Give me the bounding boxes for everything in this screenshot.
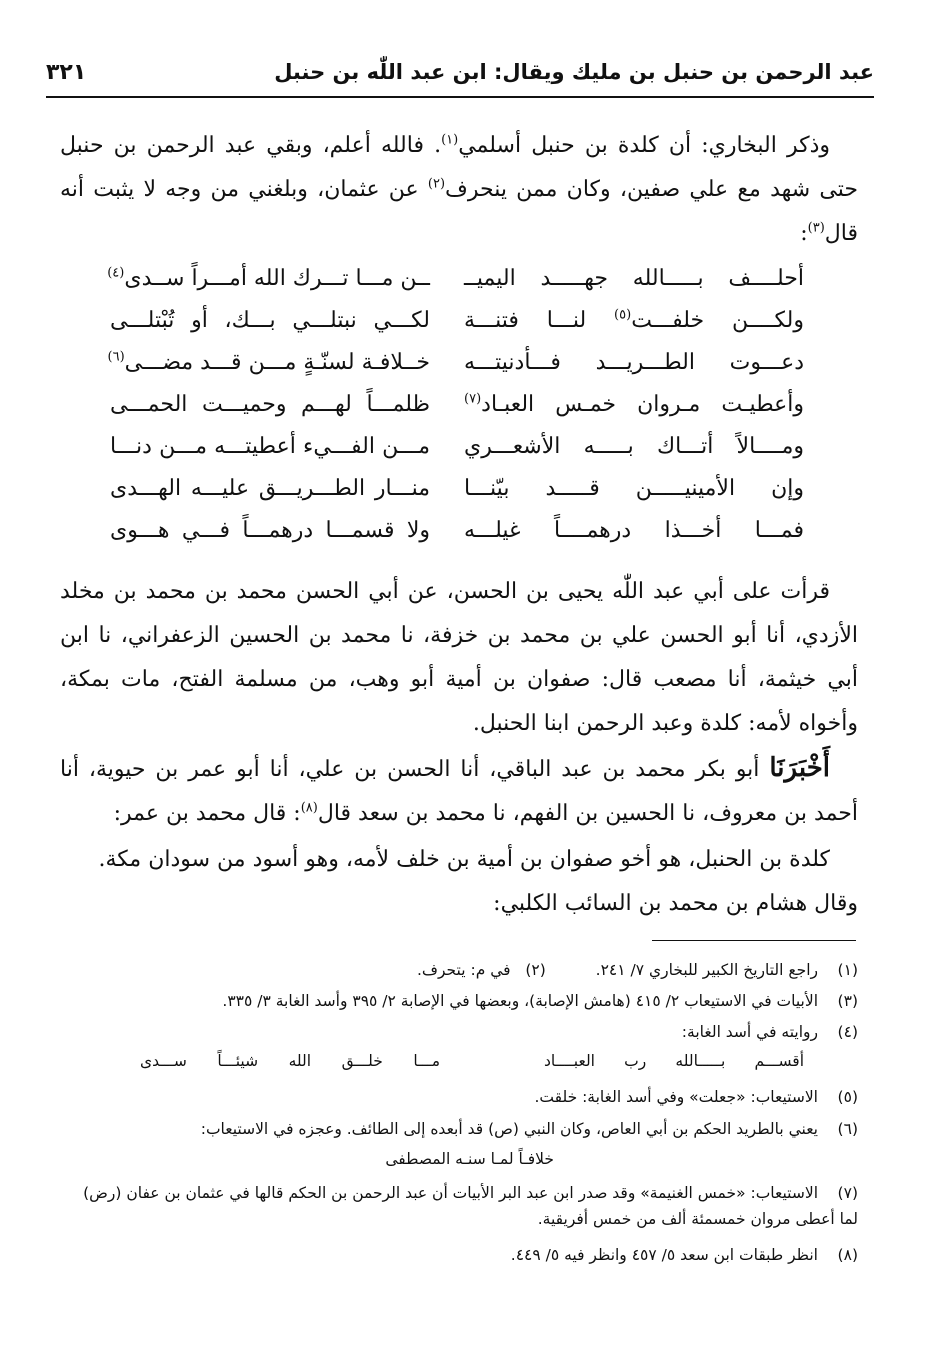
paragraph-chain-1: قرأت على أبي عبد اللّٰه يحيى بن الحسن، عن أبي الحسن محمد بن محمد بن مخلد الأزدي، أنا أبو الحسن علي بن محمد بن خزفة، نا محمد بن الحسين الزعفراني، نا ابن أبي خيثمة، أنا مصعب قال: صفوان بن أمية أبو وهب، من مسلمة الفتح، مات بمكة، وأخواه لأمه: كلدة وعبد الرحمن ابنا الحنبل. <box>60 579 858 736</box>
verse-first-hemistich: أحلــــف بـــــالله جهـــــد اليميــ <box>464 266 804 291</box>
verse-line <box>110 518 804 560</box>
verse-second-hemistich: ظلمـــاً لهـــم وحميـــت الحمـــى <box>110 392 430 417</box>
footnote-line: (٧)الاستيعاب: «خمس الغنيمة» وقد صدر ابن عبد البر الأبيات أن عبد الرحمن بن الحكم قالها في عثمان بن عفان (رض) لما أعطى مروان خمسمئة ألف من خمس أفريقية. <box>83 1184 858 1228</box>
paragraph-intro <box>60 124 858 256</box>
footnote-7: الاستيعاب: «خمس الغنيمة» وقد صدر ابن عبد البر الأبيات أن عبد الرحمن بن الحكم قالها في عثمان بن عفان (رض) لما أعطى مروان خمسمئة ألف من خمس أفريقية. <box>83 1184 858 1228</box>
verse-first-hemistich: ومــــالاً أتـــاك بـــــه الأشعـــري <box>464 434 804 459</box>
poem <box>107 265 805 560</box>
para1-text-c: عن عثمان، وبلغني من وجه لا يثبت أنه قال <box>60 177 858 246</box>
para3-text-a: أبو بكر محمد بن عبد الباقي، أنا الحسن بن علي، أنا أبو عمر بن حيوية، أنا أحمد بن معروف، نا الحسين بن الفهم، نا محمد بن سعد قال <box>60 757 858 826</box>
verse-second-hemistich: ولا قسمـــا درهمـــاً فـــي هـــوى <box>110 518 430 543</box>
verse-line <box>110 308 804 350</box>
footnote-4: روايته في أسد الغابة: <box>681 1023 818 1041</box>
verse-line <box>107 349 804 392</box>
verse-second-hemistich: خــلافـة لسنّـةٍ مـــن قـــد مضـــى$^{(٦)}$ <box>107 349 430 375</box>
footnote-6-verse: خلافـاً لمـا سنـه المصطفى <box>385 1150 554 1168</box>
footnote-rule <box>652 940 856 941</box>
footnote-line: (١)راجع التاريخ الكبير للبخاري ٧/ ٢٤١. (٢) في م: يتحرف. <box>417 961 858 979</box>
verse-line <box>110 392 804 434</box>
verse-first-hemistich: دعـــوت الطـــريـــد فـــأدنيتـــه <box>464 350 804 375</box>
para1-text-a: وذكر البخاري: أن كلدة بن حنبل أسلمي <box>458 133 830 158</box>
akhbarana-lead: أَخْبَرَنَا <box>769 753 830 783</box>
verse-second-hemistich: ــن مـــا تـــرك الله أمـــراً ســدى$^{(٤)}$ <box>107 265 430 291</box>
verse-second-hemistich: مـــن الفـــيء أعطيتـــه مـــن دنـــا <box>110 434 430 459</box>
footnote-3: الأبيات في الاستيعاب ٢/ ٤١٥ (هامش الإصابة)، وبعضها في الإصابة ٢/ ٣٩٥ وأسد الغابة ٣/ ٣٣٥. <box>222 992 818 1010</box>
footnote-ref-7: (٧) <box>464 391 482 407</box>
verse-first-hemistich: وأعطيـت مـروان خمـس العبـاد$^{(٧)}$ <box>464 391 804 417</box>
footnote-5: الاستيعاب: «جعلت» وفي أسد الغابة: خلقت. <box>534 1088 818 1106</box>
verse-line <box>107 265 804 308</box>
verse-line <box>110 434 804 476</box>
para3-text-b: : قال محمد بن عمر: <box>113 801 301 826</box>
verse-line <box>110 476 804 518</box>
para1-text-b: . فالله أعلم، وبقي عبد الرحمن بن حنبل حتى شهد مع علي صفين، وكان ممن ينحرف <box>60 133 858 202</box>
verse-first-hemistich: وإن الأمينيـــــن قـــــد بيّنـــا <box>464 476 804 501</box>
verse-first-hemistich: فمـــا أخـــذا درهمــــاً غيلـــه <box>464 518 804 543</box>
page-number: ٣٢١ <box>46 60 87 85</box>
footnote-ref-3: (٣) <box>807 220 825 236</box>
footnote-line: (٣)الأبيات في الاستيعاب ٢/ ٤١٥ (هامش الإصابة)، وبعضها في الإصابة ٢/ ٣٩٥ وأسد الغابة ٣/ ٣٣٥. <box>222 992 858 1010</box>
paragraph-kalada: كلدة بن الحنبل، هو أخو صفوان بن أمية بن خلف لأمه، وهو أسود من سودان مكة. <box>98 847 830 872</box>
verse-first-hemistich: ولكــــن خلفـــت$^{(٥)}$ لنـــا فتنـــة <box>464 307 805 333</box>
footnote-1: راجع التاريخ الكبير للبخاري ٧/ ٢٤١. <box>595 961 818 979</box>
footnote-ref-6: (٦) <box>107 349 125 365</box>
running-title: عبد الرحمن بن حنبل بن مليك ويقال: ابن عبد اللّٰه بن حنبل <box>274 60 874 84</box>
verse-second-hemistich: منـــار الطـــريـــق عليـــه الهـــدى <box>110 476 430 501</box>
footnote-line: (٨)انظر طبقات ابن سعد ٥/ ٤٥٧ وانظر فيه ٥/ ٤٤٩. <box>510 1246 858 1264</box>
footnote-8: انظر طبقات ابن سعد ٥/ ٤٥٧ وانظر فيه ٥/ ٤٤٩. <box>510 1246 818 1264</box>
footnote-ref-5: (٥) <box>614 307 632 323</box>
footnote-ref-2: (٢) <box>427 176 446 192</box>
footnote-line: (٤)روايته في أسد الغابة: <box>681 1023 858 1041</box>
footnote-6: يعني بالطريد الحكم بن أبي العاص، وكان النبي (ص) قد أبعده إلى الطائف. وعجزه في الاستيعاب: <box>200 1120 818 1138</box>
paragraph-chain-2 <box>60 746 858 836</box>
running-header <box>46 58 874 92</box>
para1-text-d: : <box>800 221 808 246</box>
footnote-2: في م: يتحرف. <box>417 961 511 979</box>
header-rule <box>46 96 874 98</box>
footnote-ref-1: (١) <box>441 132 459 148</box>
footnote-4-verse: أقســـم بـــــالله رب العبــــاد مـــا خلـــق الله شيئـــاً ســـدى <box>140 1052 804 1070</box>
paragraph-hisham: وقال هشام بن محمد بن السائب الكلبي: <box>493 891 858 916</box>
footnote-ref-4: (٤) <box>107 265 125 281</box>
footnote-line: (٥)الاستيعاب: «جعلت» وفي أسد الغابة: خلقت. <box>534 1088 858 1106</box>
footnote-line: (٦)يعني بالطريد الحكم بن أبي العاص، وكان النبي (ص) قد أبعده إلى الطائف. وعجزه في الاستيعاب: <box>200 1120 858 1138</box>
verse-second-hemistich: لكـــي نبتلـــي بـــك، أو تُبْتلـــى <box>110 308 430 333</box>
footnote-ref-8: (٨) <box>300 800 318 816</box>
